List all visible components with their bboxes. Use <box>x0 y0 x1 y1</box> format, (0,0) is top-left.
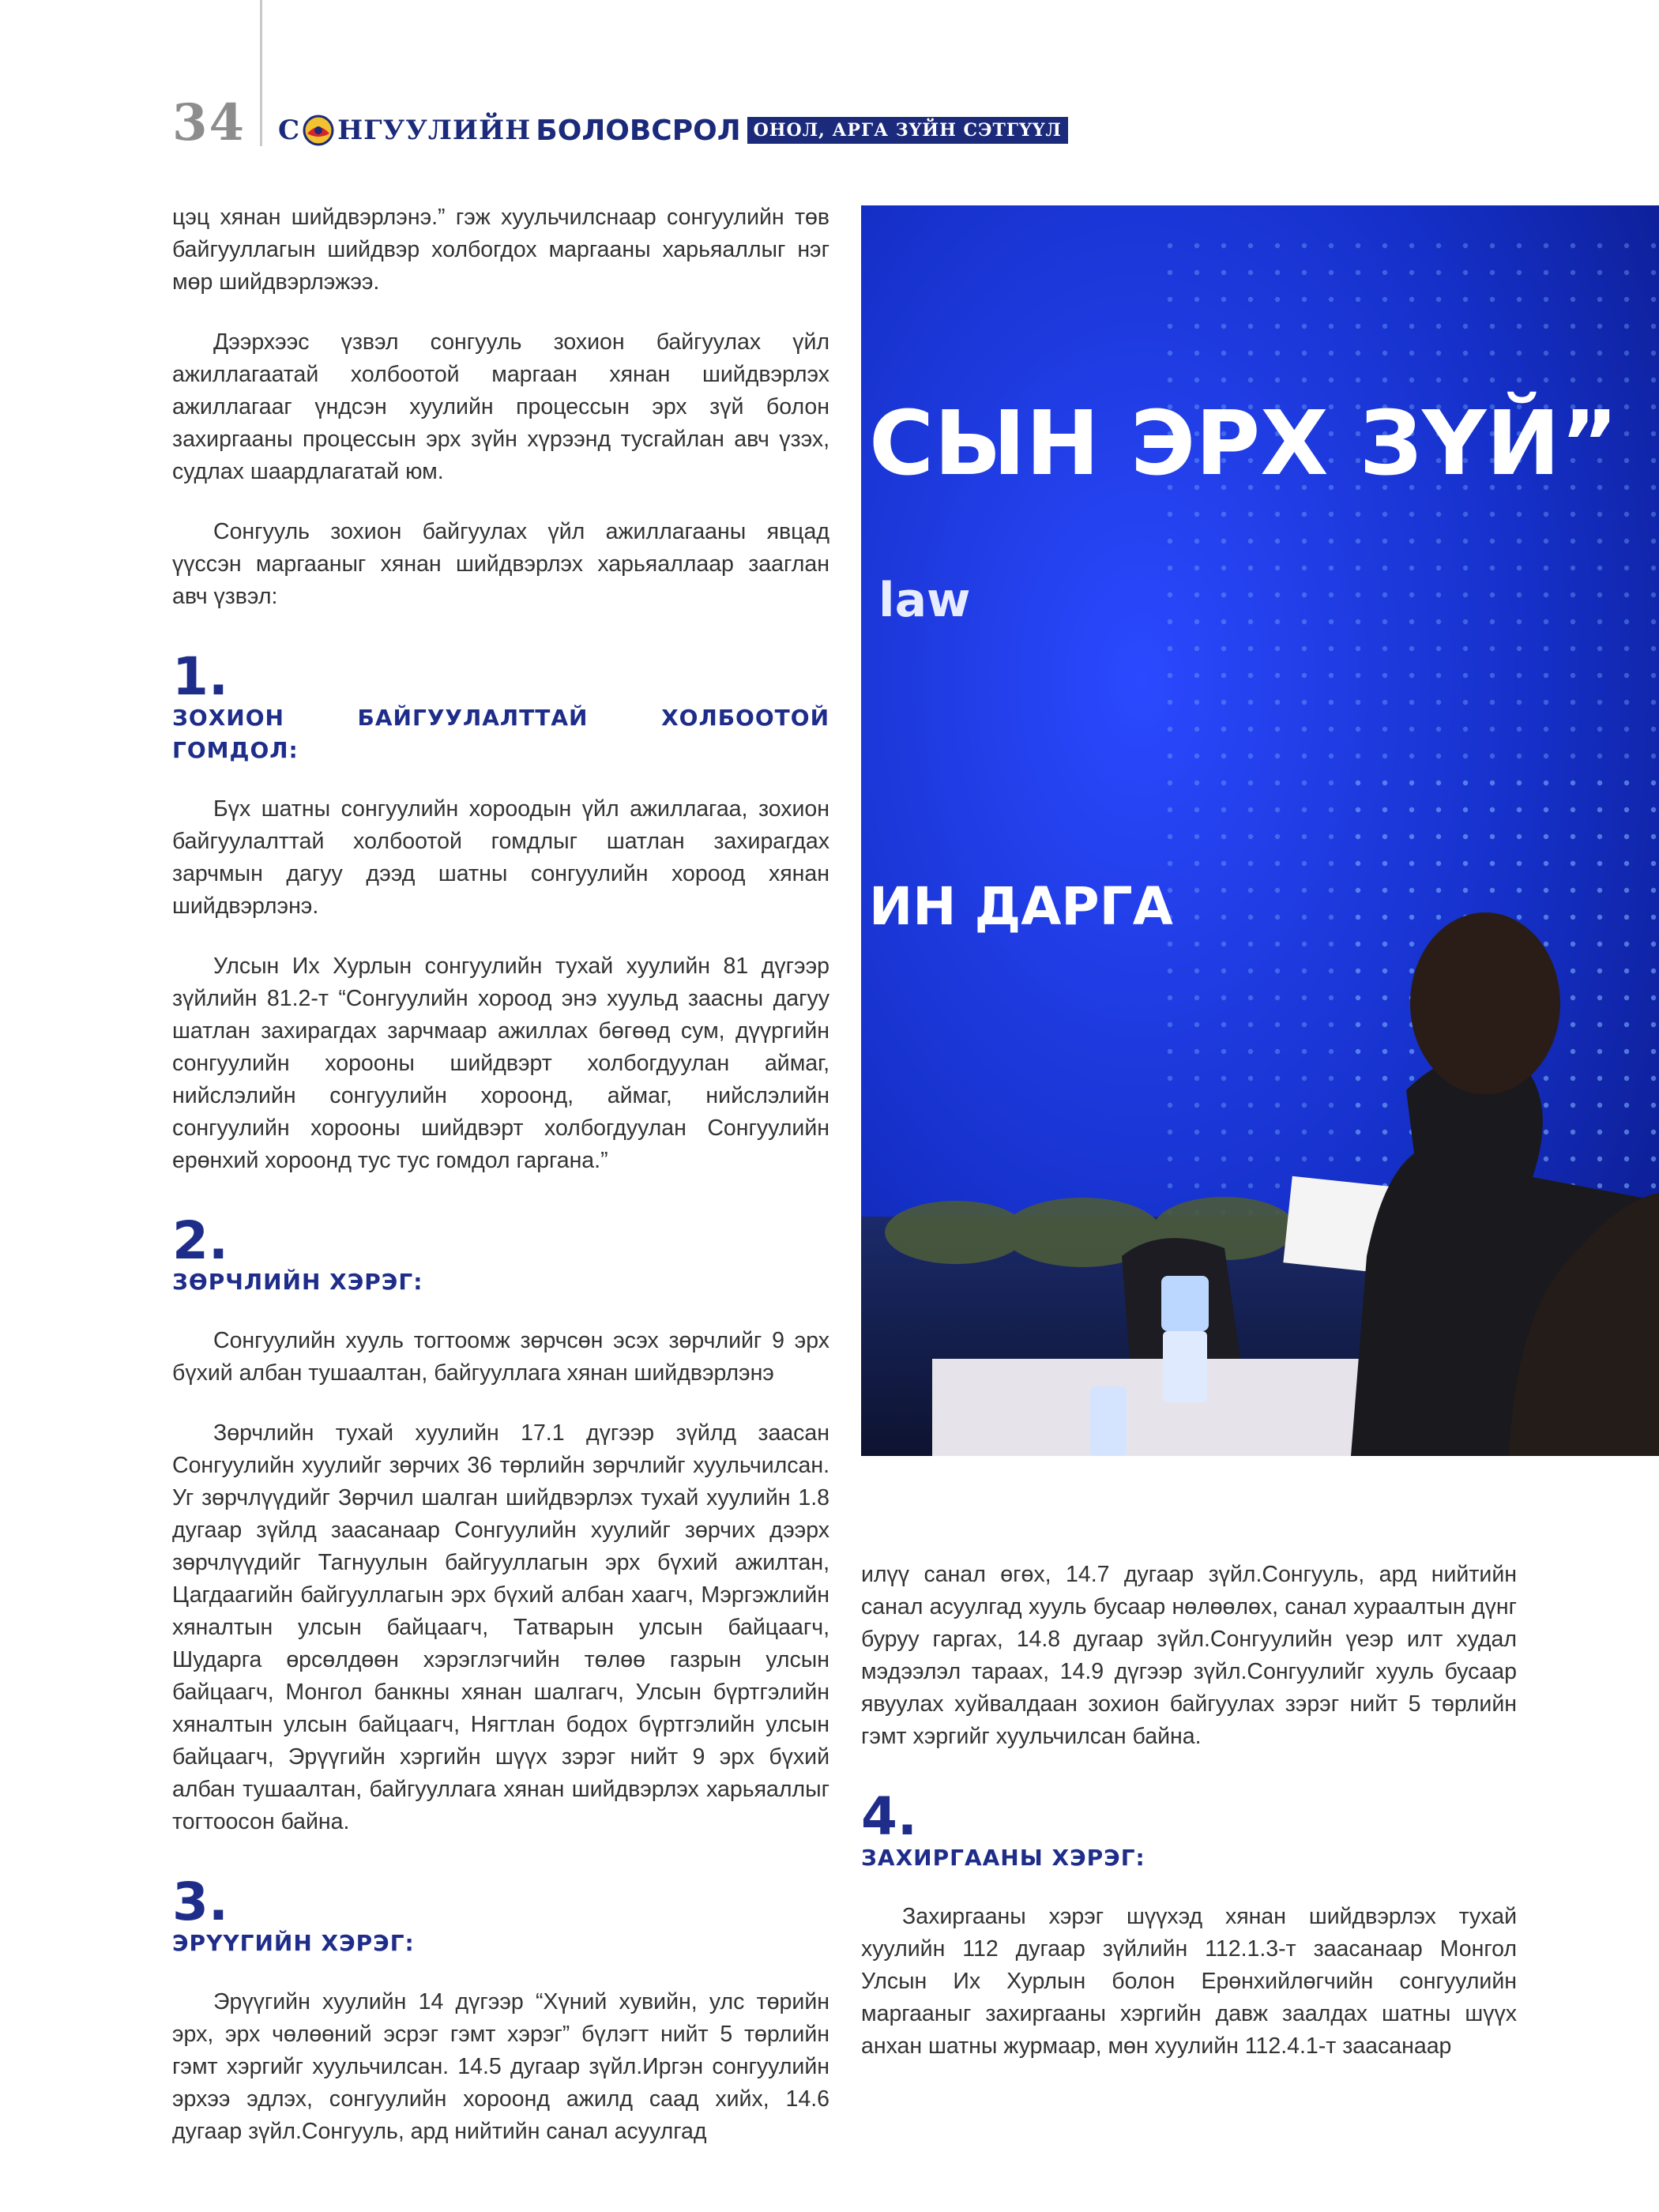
section-2-title: ЗӨРЧЛИЙН ХЭРЭГ: <box>172 1269 423 1295</box>
intro-paragraph: Сонгууль зохион байгуулах үйл ажиллагааны явцад үүссэн маргааныг хянан шийдвэрлэх харьяаллаар зааглан авч үзвэл: <box>172 519 830 609</box>
section-3-number: 3. <box>172 1872 228 1932</box>
right-column <box>861 1559 1517 2090</box>
conference-photo <box>861 205 1659 1456</box>
election-logo-icon <box>303 115 334 146</box>
section-2-paragraph: Сонгуулийн хууль тогтоомж зөрчсөн эсэх зөрчлийг 9 эрх бүхий албан тушаалтан, байгууллага хянан шийдвэрлэнэ <box>172 1328 830 1386</box>
section-1-paragraph: Улсын Их Хурлын сонгуулийн тухай хуулийн 81 дүгээр зүйлийн 81.2-т “Сонгуулийн хороод энэ хуульд заасны дагуу шатлан захирагдах зарчмаар ажиллах бөгөөд сум, дүүргийн сонгуулийн хорооны шийдвэрт холбогдуулан аймаг, нийслэлийн сонгуулийн хороонд, аймаг, нийслэлийн сонгуулийн хорооны шийдвэрт холбогдуулан Сонгуулийн ерөнхий хороонд тус тус гомдол гаргана.” <box>172 954 830 1173</box>
continuation-paragraph: илүү санал өгөх, 14.7 дугаар зүйл.Сонгууль, ард нийтийн санал асуулгад хууль бусаар нөлөөлөх, санал хураалтын дүнг буруу гаргах, 14.8 дугаар зүйл.Сонгуулийн үеэр илт худал мэдээлэл тараах, 14.9 дүгээр зүйл.Сонгуулийг хууль бусаар явуулах хуйвалдаан зохион байгуулах зэрэг нийт 5 төрлийн гэмт хэргийг хуульчилсан байна. <box>861 1562 1517 1749</box>
screen-subtitle-text: law <box>878 573 971 628</box>
section-2-number: 2. <box>172 1210 228 1271</box>
section-3-title: ЭРҮҮГИЙН ХЭРЭГ: <box>172 1930 415 1956</box>
section-1-paragraph: Бүх шатны сонгуулийн хороодын үйл ажиллагаа, зохион байгуулалттай холбоотой гомдлыг шатлан захирагдах зарчмын дагуу дээд шатны сонгуулийн хороод хянан шийдвэрлэнэ. <box>172 796 830 919</box>
screen-title-text: СЫН ЭРХ ЗҮЙ” <box>869 393 1619 495</box>
section-1-title: ЗОХИОН БАЙГУУЛАЛТТАЙ ХОЛБООТОЙ ГОМДОЛ: <box>172 705 830 763</box>
masthead-subtitle: ОНОЛ, АРГА ЗҮЙН СЭТГҮҮЛ <box>747 117 1068 144</box>
header-divider <box>260 0 262 146</box>
masthead-title-bold: БОЛОВСРОЛ <box>536 114 741 147</box>
masthead-letter: С <box>278 115 300 146</box>
masthead-title: НГУУЛИЙН <box>337 115 532 146</box>
page-number: 34 <box>172 93 246 152</box>
section-3-paragraph: Эрүүгийн хуулийн 14 дүгээр “Хүний хувийн, улс төрийн эрх, эрх чөлөөний эсрэг гэмт хэрэг” бүлэгт нийт 5 төрлийн гэмт хэргийг хуульчилсан. 14.5 дугаар зүйл.Иргэн сонгуулийн эрхээ эдлэх, сонгуулийн хороонд ажилд саад хийх, 14.6 дугаар зүйл.Сонгууль, ард нийтийн санал асуулгад <box>172 1989 830 2144</box>
journal-masthead <box>278 111 1068 150</box>
left-column <box>172 201 830 2176</box>
section-1-number: 1. <box>172 646 228 707</box>
section-4-title: ЗАХИРГААНЫ ХЭРЭГ: <box>861 1845 1146 1871</box>
intro-paragraph: цэц хянан шийдвэрлэнэ.” гэж хуульчилснаар сонгуулийн төв байгууллагын шийдвэр холбогдох маргааны харьяаллыг нэг мөр шийдвэрлэжээ. <box>172 205 830 295</box>
intro-paragraph: Дээрхээс үзвэл сонгууль зохион байгуулах үйл ажиллагаатай холбоотой маргаан хянан шийдвэрлэх ажиллагааг үндсэн хуулийн процессын эрх зүй болон захиргааны процессын эрх зүйн хүрээнд тусгайлан авч үзэх, судлах шаардлагатай юм. <box>172 329 830 484</box>
section-4-paragraph: Захиргааны хэрэг шүүхэд хянан шийдвэрлэх тухай хуулийн 112 дугаар зүйлийн 112.1.3-т заасанаар Монгол Улсын Их Хурлын болон Ерөнхийлөгчийн сонгуулийн маргааныг захиргааны хэргийн давж заалдах шатны шүүх анхан шатны журмаар, мөн хуулийн 112.4.1-т заасанаар <box>861 1904 1517 2059</box>
screen-caption-text: ИН ДАРГА <box>869 876 1173 937</box>
section-4-number: 4. <box>861 1786 917 1847</box>
section-2-paragraph: Зөрчлийн тухай хуулийн 17.1 дүгээр зүйлд заасан Сонгуулийн хуулийг зөрчих 36 төрлийн зөрчлийг хуульчилсан. Уг зөрчлүүдийг Зөрчил шалган шийдвэрлэх тухай хуулийн 1.8 дугаар зүйлд заасанаар Сонгуулийн хуулийг зөрчих дээрх зөрчлүүдийг Тагнуулын байгууллагын эрх бүхий ажилтан, Цагдаагийн байгууллагын эрх бүхий албан хаагч, Мэргэжлийн хяналтын улсын байцаагч, Татварын улсын байцаагч, Шударга өрсөлдөөн хэрэглэгчийн төлөө газрын улсын байцаагч, Монгол банкны хянан шалгагч, Улсын бүртгэлийн хяналтын улсын байцаагч, Нягтлан бодох бүртгэлийн улсын байцаагч, Эрүүгийн хэргийн шүүх зэрэг нийт 9 эрх бүхий албан тушаалтан, байгууллага хянан шийдвэрлэх харьяаллыг тогтоосон байна. <box>172 1420 830 1834</box>
